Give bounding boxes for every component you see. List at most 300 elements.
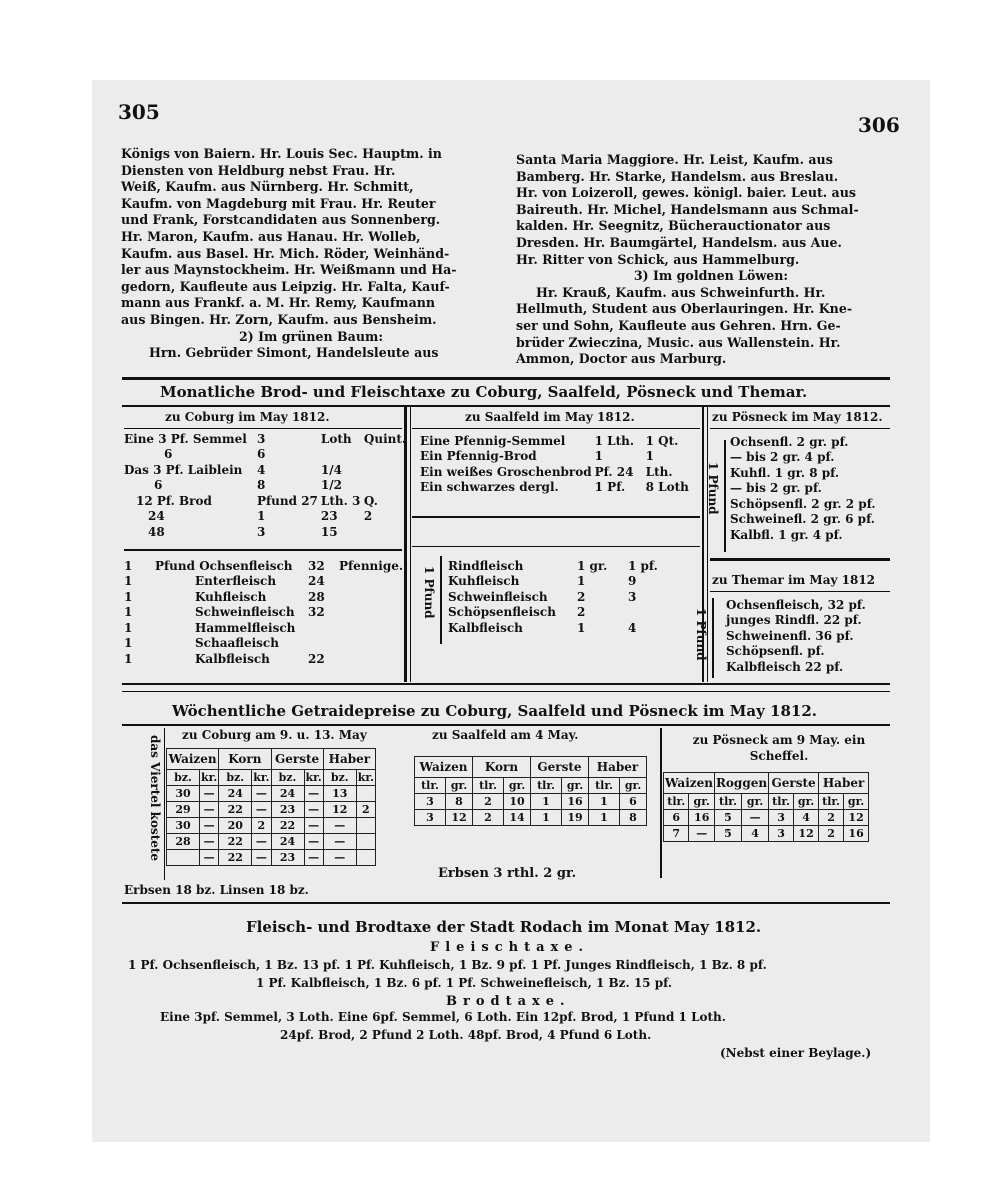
grain-header: Gerste (271, 749, 323, 770)
table-cell: 1 pf. (628, 558, 658, 573)
table-row (730, 527, 879, 543)
table-cell: Eine 3 Pf. Semmel (124, 431, 247, 446)
table-cell: — (200, 802, 219, 818)
table-row (124, 509, 409, 525)
table-cell: 30 (167, 818, 200, 834)
rule (122, 405, 890, 407)
table-cell: 12 (794, 826, 819, 842)
table-cell: 10 (504, 794, 531, 810)
table-cell: — (304, 786, 323, 802)
table-cell: Ein weißes Groschenbrod (420, 464, 592, 479)
table-cell: 29 (167, 802, 200, 818)
unit-cell: kr. (357, 771, 374, 784)
table-cell: Quint. (363, 431, 407, 446)
arrivals-line: Ammon, Doctor aus Marburg. (516, 351, 727, 367)
table-cell (364, 462, 409, 478)
table-cell: 4 (794, 810, 819, 826)
table-cell: 1 (124, 620, 133, 635)
table-header-row (664, 773, 869, 794)
table-cell (339, 589, 406, 605)
table-row (420, 449, 692, 465)
table-cell: — (200, 818, 219, 834)
unit-cell: kr. (201, 771, 218, 784)
unit-cell: gr. (742, 794, 769, 810)
arrivals-line: kalden. Hr. Seegnitz, Bücherauctionator aus (516, 218, 831, 234)
arrivals-line: Kaufm. aus Basel. Hr. Mich. Röder, Weinhänd- (121, 245, 450, 261)
table-row (420, 480, 692, 496)
table-cell (321, 447, 364, 463)
themar-month-heading: zu Themar im May 1812 (712, 573, 876, 587)
arrivals-line: Bamberg. Hr. Starke, Handelsm. aus Breslau. (516, 168, 839, 184)
column-divider (660, 728, 662, 878)
table-cell: 1/4 (320, 462, 342, 477)
table-cell: Enterfleisch (195, 574, 277, 589)
table-cell: Ochsenfleisch, 32 pf. (726, 597, 866, 612)
table-cell: — (200, 850, 219, 866)
table-cell: 1 Pf. (594, 480, 626, 495)
arrivals-line: Hr. Krauß, Kaufm. aus Schweinfurth. Hr. (536, 284, 826, 300)
table-cell: Kalbfleisch 22 pf. (726, 659, 844, 674)
table-cell: 4 (257, 462, 266, 477)
table-cell: 23 (271, 802, 304, 818)
table-cell: Das 3 Pf. Laiblein (124, 462, 243, 477)
unit-row (664, 794, 869, 810)
table-cell: — (323, 834, 356, 850)
table-cell: 16 (562, 794, 589, 810)
table-cell: 6 (620, 794, 647, 810)
table-row (726, 613, 869, 629)
grain-header: Gerste (769, 773, 819, 794)
coburg-month-heading: zu Coburg im May 1812. (165, 410, 330, 424)
table-cell: 24 (308, 574, 325, 589)
unit-cell: gr. (562, 778, 589, 794)
table-cell: — (252, 834, 271, 850)
table-cell: 30 (167, 786, 200, 802)
table-cell: Pfund Ochsenfleisch (155, 558, 293, 573)
table-cell: 16 (689, 810, 714, 826)
arrivals-line: Kaufm. von Magdeburg mit Frau. Hr. Reuter (121, 195, 436, 211)
table-row (448, 620, 661, 636)
table-cell: 8 (620, 810, 647, 826)
table-cell: 2 (356, 802, 375, 818)
arrivals-line: Hr. Ritter von Schick, aus Hammelburg. (516, 251, 800, 267)
grain-header: Waizen (167, 749, 219, 770)
brace-line (712, 598, 714, 678)
coburg-meat-table (124, 558, 406, 667)
table-cell: Pf. 24 (594, 464, 634, 479)
table-row (730, 465, 879, 481)
page-number-left: 305 (118, 100, 160, 124)
saalfeld-unit-label: 1 Pfund (422, 566, 436, 619)
table-row (167, 818, 376, 834)
table-cell: 1 (124, 636, 133, 651)
grain-header: Haber (589, 757, 647, 778)
table-cell: 8 (257, 478, 266, 493)
table-row (415, 794, 647, 810)
poesneck-meat-table (730, 434, 879, 543)
arrivals-line: ler aus Maynstockheim. Hr. Weißmann und Ha- (121, 262, 457, 278)
arrivals-line: Königs von Baiern. Hr. Louis Sec. Hauptm. in (121, 146, 442, 161)
table-cell: 22 (271, 818, 304, 834)
unit-cell: gr. (620, 778, 647, 794)
unit-cell: tlr. (769, 794, 794, 810)
table-cell: — (252, 802, 271, 818)
saalfeld-week-extra: Erbsen 3 rthl. 2 gr. (438, 866, 577, 881)
table-cell: 5 (714, 826, 741, 842)
unit-cell: tlr. (664, 794, 689, 810)
table-cell (167, 850, 200, 866)
arrivals-left-column (121, 146, 501, 362)
table-cell: 1 (594, 449, 604, 464)
saalfeld-week-heading: zu Saalfeld am 4 May. (432, 728, 579, 742)
table-cell: — (689, 826, 714, 842)
table-cell: 3 (628, 589, 637, 604)
unit-cell: bz. (167, 770, 200, 786)
coburg-bread-table (124, 431, 409, 540)
table-cell: 1 (645, 449, 655, 464)
table-cell: 2 (473, 810, 504, 826)
table-cell: — (304, 818, 323, 834)
table-row (167, 802, 376, 818)
table-cell (628, 605, 661, 621)
table-cell (308, 620, 339, 636)
table-cell: 3 (257, 431, 266, 446)
table-cell (364, 447, 409, 463)
arrivals-right-column (516, 152, 906, 368)
table-row (726, 628, 869, 644)
arrivals-line: und Frank, Forstcandidaten aus Sonnenberg. (121, 212, 441, 228)
table-cell: Pfennige. (339, 558, 404, 573)
unit-cell: gr. (689, 794, 714, 810)
table-cell (308, 636, 339, 652)
unit-cell: tlr. (415, 778, 446, 794)
table-row (124, 589, 406, 605)
arrivals-line: Baireuth. Hr. Michel, Handelsmann aus Schmal- (516, 201, 859, 217)
table-cell: 3 (769, 826, 794, 842)
table-row (730, 496, 879, 512)
unit-cell: tlr. (589, 778, 620, 794)
grain-header: Korn (219, 749, 271, 770)
rodach-bread-line: 24pf. Brod, 2 Pfund 2 Loth. 48pf. Brod, 4 Pfund 6 Loth. (280, 1028, 652, 1042)
poesneck-month-heading: zu Pösneck im May 1812. (712, 410, 883, 424)
table-row (124, 558, 406, 574)
arrivals-line: ser und Sohn, Kaufleute aus Gehren. Hrn. Ge- (516, 317, 841, 333)
rodach-title: Fleisch- und Brodtaxe der Stadt Rodach im Monat May 1812. (246, 918, 762, 936)
arrivals-line: Santa Maria Maggiore. Hr. Leist, Kaufm. aus (516, 152, 833, 167)
rule (710, 591, 890, 592)
table-cell: 8 (446, 794, 473, 810)
table-cell: 28 (167, 834, 200, 850)
table-cell: Schöpsenfl. pf. (726, 644, 825, 659)
rodach-meat-line: 1 Pf. Ochsenfleisch, 1 Bz. 13 pf. 1 Pf. Kuhfleisch, 1 Bz. 9 pf. 1 Pf. Junges Rindfleisch, 1 Bz. 8 pf. (128, 958, 767, 972)
grain-header: Roggen (714, 773, 768, 794)
brace-line (440, 556, 442, 644)
saalfeld-grain-table (414, 756, 647, 826)
table-cell: 1 (257, 509, 266, 524)
table-cell (339, 574, 406, 590)
grain-header: Waizen (415, 757, 473, 778)
rule (122, 724, 890, 726)
table-cell: 1 (124, 574, 133, 589)
table-row (167, 834, 376, 850)
coburg-week-heading: zu Coburg am 9. u. 13. May (182, 728, 367, 742)
grain-header: Haber (323, 749, 375, 770)
table-cell: 1 gr. (577, 558, 608, 573)
unit-cell: tlr. (473, 778, 504, 794)
table-cell: Hammelfleisch (195, 620, 296, 635)
table-cell: — (304, 802, 323, 818)
table-cell: 1 (589, 794, 620, 810)
unit-cell: gr. (504, 778, 531, 794)
table-cell: junges Rindfl. 22 pf. (726, 613, 862, 628)
themar-meat-table (726, 597, 869, 675)
table-cell: 2 (577, 589, 586, 604)
table-cell: 9 (628, 574, 637, 589)
unit-row (415, 778, 647, 794)
rule (124, 549, 402, 551)
table-cell: — (252, 786, 271, 802)
table-cell (364, 478, 409, 494)
rule (122, 902, 890, 904)
saalfeld-meat-table (448, 558, 661, 636)
table-cell (356, 818, 375, 834)
monthly-taxe-title: Monatliche Brod- und Fleischtaxe zu Coburg, Saalfeld, Pösneck und Themar. (160, 383, 808, 401)
page-number-right: 306 (858, 113, 900, 137)
table-row (167, 786, 376, 802)
rule (122, 377, 890, 380)
table-row (664, 810, 869, 826)
arrivals-line: Hrn. Gebrüder Simont, Handelsleute aus (149, 345, 439, 361)
unit-cell: tlr. (819, 794, 844, 810)
table-cell: 1 (124, 558, 133, 573)
table-cell: 1 (577, 620, 586, 635)
table-cell: 24 (219, 786, 252, 802)
grain-header: Waizen (664, 773, 715, 794)
table-cell: 6 (164, 447, 173, 462)
rule (412, 516, 700, 518)
table-cell: 5 (714, 810, 741, 826)
table-row (124, 524, 409, 540)
poesneck-week-heading: zu Pösneck am 9 May. ein Scheffel. (692, 733, 866, 763)
coburg-week-extra: Erbsen 18 bz. Linsen 18 bz. (124, 883, 309, 897)
rodach-meat-heading: Fleischtaxe. (430, 940, 590, 955)
rule (124, 428, 402, 429)
poesneck-grain-table (663, 772, 869, 842)
table-cell: 12 (323, 802, 356, 818)
table-row (730, 512, 879, 528)
unit-cell: tlr. (714, 794, 741, 810)
table-cell: Kalbfl. 1 gr. 4 pf. (730, 527, 843, 542)
table-cell: — (252, 850, 271, 866)
table-cell: 22 (308, 651, 325, 666)
table-cell (356, 786, 375, 802)
table-cell (339, 620, 406, 636)
table-row (730, 450, 879, 466)
table-cell: 2 (473, 794, 504, 810)
table-cell: — bis 2 gr. 4 pf. (730, 450, 835, 465)
table-row (124, 651, 406, 667)
table-cell: 2 (577, 605, 586, 620)
table-cell: — (742, 810, 769, 826)
table-cell: 13 (323, 786, 356, 802)
table-cell: — bis 2 gr. pf. (730, 481, 822, 496)
table-cell: Schweinefl. 2 gr. 6 pf. (730, 512, 875, 527)
arrivals-line: Dresden. Hr. Baumgärtel, Handelsm. aus Aue. (516, 234, 842, 250)
brace-line (724, 440, 726, 552)
table-cell: — (323, 850, 356, 866)
table-cell: 22 (219, 850, 252, 866)
arrivals-line: aus Bingen. Hr. Zorn, Kaufm. aus Bensheim. (121, 311, 437, 327)
table-cell: 48 (148, 524, 165, 539)
table-cell: Schöpsenfl. 2 gr. 2 pf. (730, 496, 876, 511)
table-cell: 1 (577, 574, 586, 589)
table-cell (339, 651, 406, 667)
saalfeld-month-heading: zu Saalfeld im May 1812. (465, 410, 635, 424)
table-header-row (167, 749, 376, 770)
rule (710, 428, 890, 429)
table-cell: 32 (308, 605, 325, 620)
table-cell: 12 Pf. Brod (136, 493, 212, 508)
table-cell: 3 (769, 810, 794, 826)
table-row (124, 478, 409, 494)
table-cell: 1 (124, 651, 133, 666)
table-cell: Kuhfleisch (448, 574, 520, 589)
table-cell: Kalbfleisch (448, 620, 523, 635)
rule (122, 683, 890, 685)
table-cell: Loth (320, 431, 352, 446)
table-row (420, 433, 692, 449)
table-cell: 24 (271, 834, 304, 850)
saalfeld-bread-table (420, 433, 692, 495)
table-cell: — (304, 834, 323, 850)
table-row (726, 644, 869, 660)
inn-heading-goldner-loewe: 3) Im goldnen Löwen: (633, 268, 789, 284)
table-cell: 16 (844, 826, 869, 842)
table-cell: 1 (124, 605, 133, 620)
grain-header: Haber (819, 773, 869, 794)
table-cell: — (200, 834, 219, 850)
unit-cell: gr. (794, 794, 819, 810)
table-row (420, 464, 692, 480)
unit-cell: gr. (844, 794, 869, 810)
supplement-note: (Nebst einer Beylage.) (720, 1046, 872, 1060)
column-divider (410, 407, 411, 682)
table-row (167, 850, 376, 866)
table-cell: Rindfleisch (448, 558, 524, 573)
unit-row (167, 770, 376, 786)
table-cell: 32 (308, 558, 325, 573)
table-row (448, 589, 661, 605)
table-cell: Schweinfleisch (448, 589, 548, 604)
table-cell: Schöpsenfleisch (448, 605, 556, 620)
unit-cell: tlr. (531, 778, 562, 794)
rule (412, 546, 700, 547)
table-cell: 22 (219, 834, 252, 850)
table-cell: 4 (742, 826, 769, 842)
table-row (415, 810, 647, 826)
table-cell: 6 (257, 447, 266, 462)
table-row (124, 605, 406, 621)
table-cell: 22 (219, 802, 252, 818)
unit-cell: gr. (446, 778, 473, 794)
table-cell (339, 636, 406, 652)
table-row (124, 620, 406, 636)
table-cell: Schweinfleisch (195, 605, 295, 620)
table-cell: Lth. 3 (320, 493, 361, 508)
table-row (124, 636, 406, 652)
table-cell: 6 (664, 810, 689, 826)
table-cell: 1/2 (320, 478, 342, 493)
table-cell: 24 (148, 509, 165, 524)
table-cell: 15 (320, 524, 338, 539)
table-cell: 12 (446, 810, 473, 826)
table-row (448, 574, 661, 590)
unit-cell: kr. (253, 771, 270, 784)
table-cell: Ochsenfl. 2 gr. pf. (730, 434, 849, 449)
table-row (124, 462, 409, 478)
table-cell: 3 (415, 794, 446, 810)
table-cell: Kuhfleisch (195, 589, 267, 604)
table-cell (356, 834, 375, 850)
table-cell: 1 Qt. (645, 433, 679, 448)
table-cell: Ein Pfennig-Brod (420, 449, 537, 464)
table-row (448, 558, 661, 574)
table-cell: 20 (219, 818, 252, 834)
table-cell: Lth. (645, 464, 673, 479)
table-cell: 3 (415, 810, 446, 826)
rodach-bread-line: Eine 3pf. Semmel, 3 Loth. Eine 6pf. Semmel, 6 Loth. Ein 12pf. Brod, 1 Pfund 1 Loth. (160, 1010, 726, 1024)
table-cell: Kalbfleisch (195, 651, 270, 666)
table-cell: — (200, 786, 219, 802)
table-cell (364, 524, 409, 540)
themar-unit-label: 1 Pfund (694, 608, 708, 661)
table-row (664, 826, 869, 842)
poesneck-unit-label: 1 Pfund (706, 462, 720, 515)
inn-heading-gruener-baum: 2) Im grünen Baum: (239, 328, 383, 344)
table-cell: 1 (124, 589, 133, 604)
table-cell: Schaafleisch (195, 636, 279, 651)
weekly-side-label: das Viertel kostete (148, 735, 162, 862)
table-cell: 28 (308, 589, 325, 604)
rule (710, 558, 890, 561)
table-cell: Ein schwarzes dergl. (420, 480, 559, 495)
unit-cell: bz. (323, 770, 356, 786)
table-row (730, 434, 879, 450)
grain-header: Korn (473, 757, 531, 778)
rule (412, 428, 700, 429)
table-cell: 1 Lth. (594, 433, 635, 448)
arrivals-line: Hr. von Loizeroll, gewes. königl. baier. Leut. aus (516, 185, 856, 201)
table-cell: 3 (257, 524, 266, 539)
table-cell: 1 (531, 810, 562, 826)
unit-cell: kr. (305, 771, 322, 784)
arrivals-line: Diensten von Heldburg nebst Frau. Hr. (121, 162, 396, 178)
table-cell (339, 605, 406, 621)
table-cell: 23 (320, 509, 338, 524)
arrivals-line: gedorn, Kaufleute aus Leipzig. Hr. Falta, Kauf- (121, 278, 450, 294)
table-row (448, 605, 661, 621)
table-cell: 24 (271, 786, 304, 802)
table-cell: 4 (628, 620, 637, 635)
table-row (726, 659, 869, 675)
arrivals-line: Hellmuth, Student aus Oberlauringen. Hr. Kne- (516, 301, 853, 317)
table-cell: 8 Loth (645, 480, 689, 495)
table-cell: 12 (844, 810, 869, 826)
table-row (730, 481, 879, 497)
table-header-row (415, 757, 647, 778)
table-cell (356, 850, 375, 866)
table-cell: Schweinenfl. 36 pf. (726, 628, 854, 643)
